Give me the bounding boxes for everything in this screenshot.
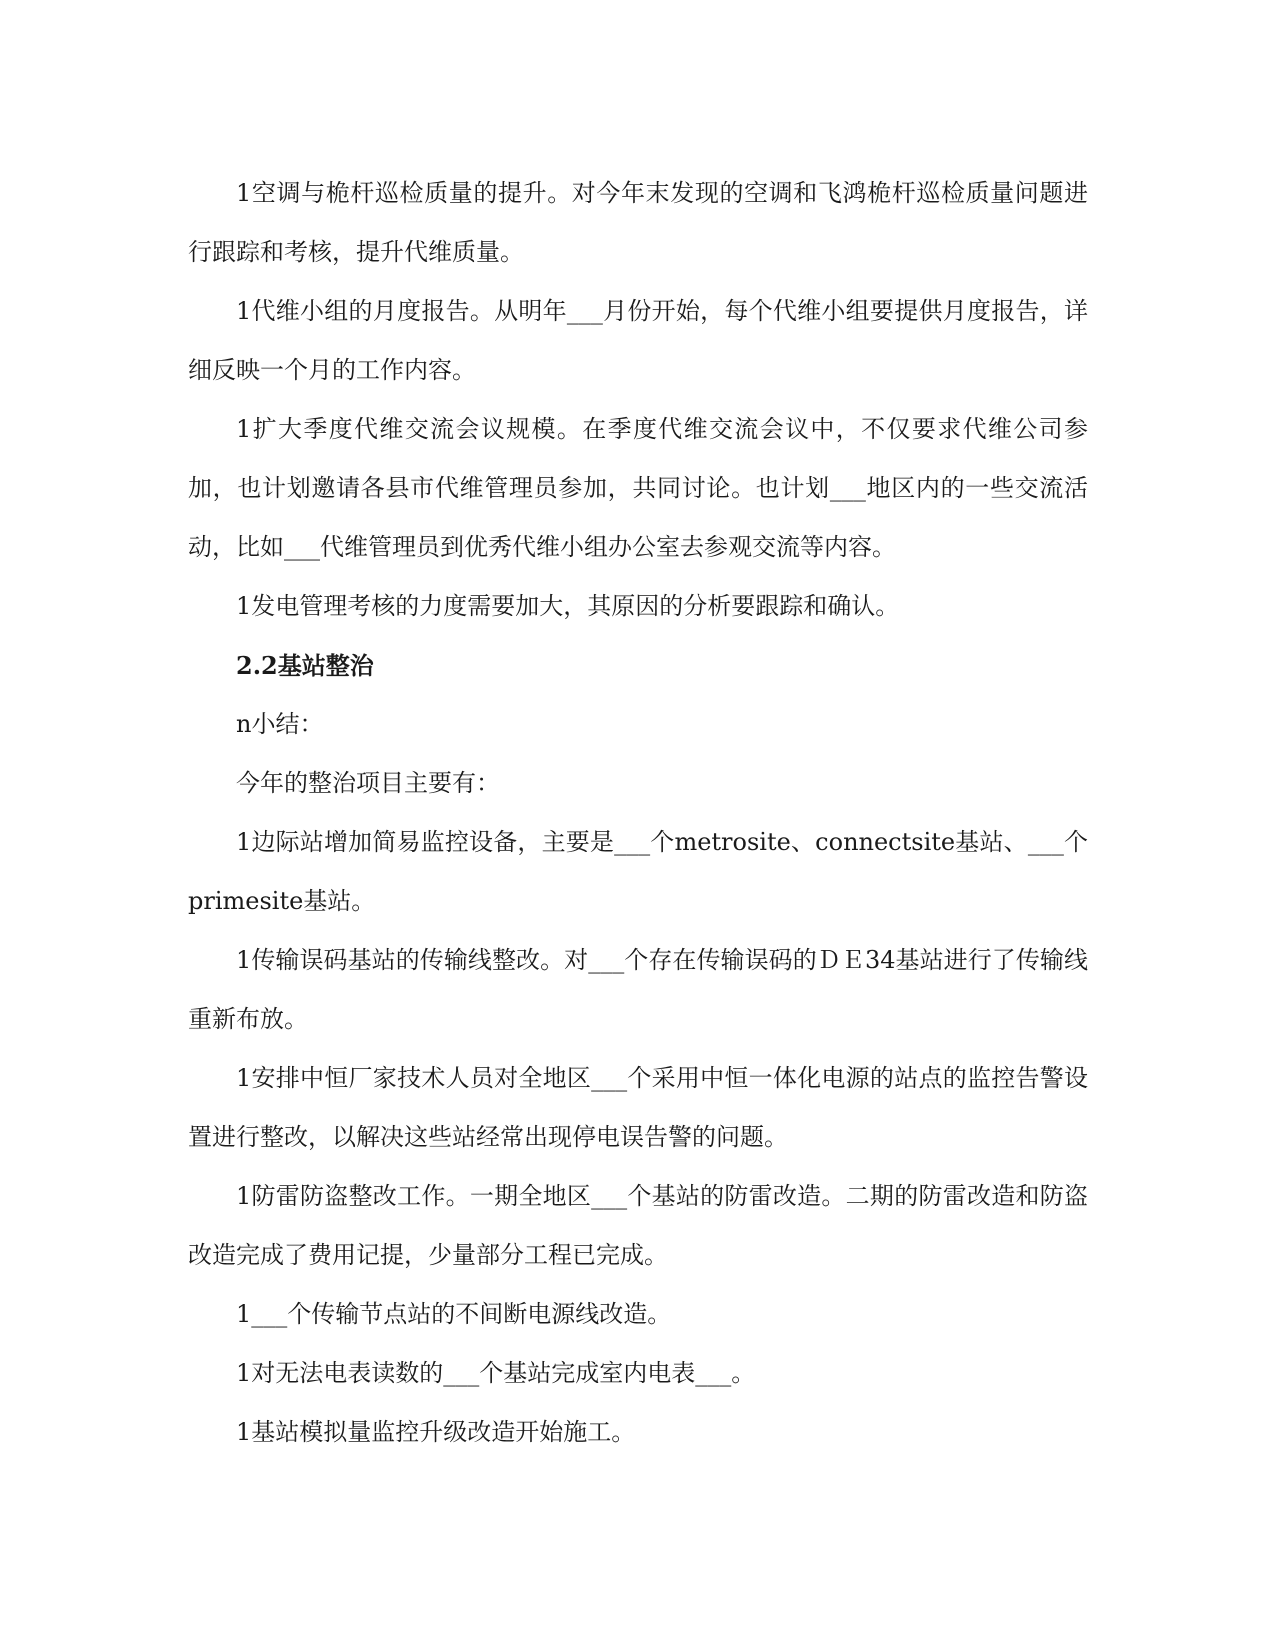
paragraph-indoor-meter: 1对无法电表读数的___个基站完成室内电表___。 — [236, 1359, 756, 1387]
document-body — [188, 164, 1088, 1462]
paragraph-alarm-setting-fix: 1安排中恒厂家技术人员对全地区___个采用中恒一体化电源的站点的监控告警设置进行整改，以解决这些站经常出现停电误告警的问题。 — [188, 1064, 1088, 1151]
paragraph-projects-intro: 今年的整治项目主要有： — [236, 769, 500, 797]
paragraph-quarterly-meeting: 1扩大季度代维交流会议规模。在季度代维交流会议中，不仅要求代维公司参加，也计划邀请各县市代维管理员参加，共同讨论。也计划___地区内的一些交流活动，比如___代维管理员到优秀代维小组办公室去参观交流等内容。 — [188, 415, 1088, 561]
paragraph-edge-site-monitoring: 1边际站增加简易监控设备，主要是___个metrosite、connectsite基站、___个primesite基站。 — [188, 828, 1088, 915]
paragraph-aircon-mast-inspection: 1空调与桅杆巡检质量的提升。对今年末发现的空调和飞鸿桅杆巡检质量问题进行跟踪和考核，提升代维质量。 — [188, 179, 1088, 266]
paragraph-analog-monitoring-upgrade: 1基站模拟量监控升级改造开始施工。 — [236, 1418, 636, 1446]
paragraph-ups-line-upgrade: 1___个传输节点站的不间断电源线改造。 — [236, 1300, 672, 1328]
paragraph-power-generation-assessment: 1发电管理考核的力度需要加大，其原因的分析要跟踪和确认。 — [236, 592, 900, 620]
section-heading: 2.2基站整治 — [236, 651, 374, 680]
paragraph-summary-label: n小结： — [236, 710, 324, 738]
paragraph-transmission-line-fix: 1传输误码基站的传输线整改。对___个存在传输误码的ＤＥ34基站进行了传输线重新布放。 — [188, 946, 1088, 1033]
paragraph-lightning-theft-protection: 1防雷防盗整改工作。一期全地区___个基站的防雷改造。二期的防雷改造和防盗改造完成了费用记提，少量部分工程已完成。 — [188, 1182, 1088, 1269]
paragraph-monthly-report: 1代维小组的月度报告。从明年___月份开始，每个代维小组要提供月度报告，详细反映一个月的工作内容。 — [188, 297, 1088, 384]
